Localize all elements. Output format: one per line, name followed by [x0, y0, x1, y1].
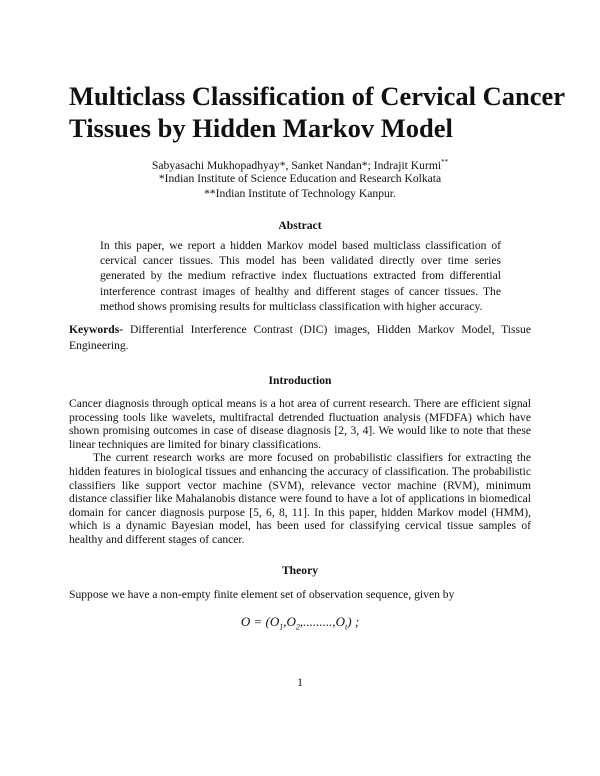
text-line: generated by the medium refractive index fluctuations extracted from differential [100, 269, 501, 283]
eq-sub: t [345, 622, 348, 632]
page-number: 1 [297, 676, 303, 689]
text-line: hidden features in biological tissues and enhancing the accuracy of classification. The probabilistic [69, 465, 531, 478]
paper-title [69, 80, 565, 144]
text-line: Cancer diagnosis through optical means is a hot area of current research. There are efficient signal [69, 397, 531, 410]
abstract-heading: Abstract [278, 219, 322, 232]
text-line: distance classifier like Mahalanobis distance were found to have a lot of applications in biomedical [69, 492, 531, 506]
text-line: method shows promising results for multiclass classification with higher accuracy. [100, 299, 483, 313]
eq-sub: 2 [295, 622, 300, 632]
keywords-label: Keywords- [69, 323, 124, 336]
theory-heading: Theory [281, 564, 319, 577]
title-line: Multiclass Classification of Cervical Cancer [69, 81, 566, 111]
keywords-cont: Engineering. [69, 339, 129, 352]
title-line: Tissues by Hidden Markov Model [69, 113, 453, 143]
affiliation: *Indian Institute of Science Education and Research Kolkata [158, 172, 442, 185]
text-line: classifiers like support vector machine (SVM), relevance vector machine (RVM), minimum [69, 478, 531, 492]
text-line: shown promising outcomes in case of disease diagnosis [2, 3, 4]. We would like to note that these [69, 424, 531, 438]
introduction-heading: Introduction [268, 374, 332, 387]
text-line: cervical cancer tissues. This model has been validated directly over time series [100, 254, 501, 268]
equation [0, 614, 600, 632]
theory-text: Suppose we have a non-empty finite element set of observation sequence, given by [69, 588, 455, 601]
keywords [69, 323, 531, 337]
keywords-text: Differential Interference Contrast (DIC) images, Hidden Markov Model, Tissue [129, 323, 531, 336]
text-line: processing tools like wavelets, multifractal detrended fluctuation analysis (MFDFA) which have [69, 410, 531, 424]
text-line: In this paper, we report a hidden Markov model based multiclass classification of [100, 239, 501, 252]
eq-part: ,O [283, 614, 296, 629]
text-line: linear techniques are limited for binary classifications. [69, 437, 322, 451]
text-line: healthy and different stages of cancer. [69, 533, 245, 546]
author-sup: ** [441, 158, 449, 166]
text-line: which is a dynamic Bayesian model, has been used for classifying cervical tissue samples of [69, 519, 531, 533]
text-line: The current research works are more focused on probabilistic classifiers for extracting the [93, 451, 531, 465]
eq-sub: 1 [279, 622, 284, 632]
author-names: Sabyasachi Mukhopadhyay*, Sanket Nandan*; Indrajit Kurmi [151, 158, 442, 172]
text-line: domain for cancer diagnosis purpose [5, 6, 8, 11]. In this paper, hidden Markov model (HMM), [69, 505, 531, 519]
affiliation: **Indian Institute of Technology Kanpur. [204, 187, 396, 200]
eq-part: ,.........,O [299, 614, 345, 629]
text-line: interference contrast images of healthy and different stages of cancer tissues. The [100, 284, 501, 298]
eq-part: ) ; [347, 614, 360, 629]
eq-part: O = (O [240, 614, 280, 629]
